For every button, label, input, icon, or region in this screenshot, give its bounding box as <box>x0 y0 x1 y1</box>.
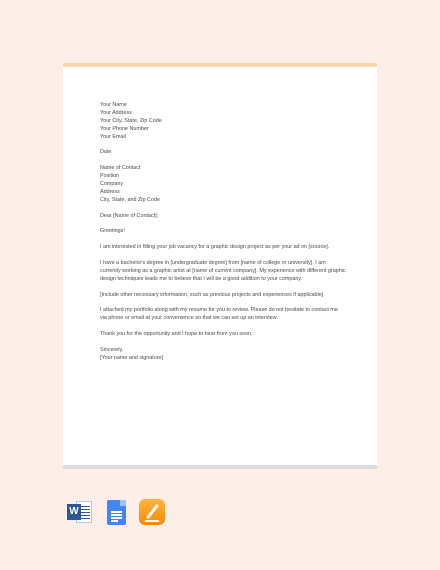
paragraph-line: design techniques leads me to believe that I will be a good addition to your company. <box>100 275 303 282</box>
greeting: Greetings! <box>100 228 125 235</box>
sender-email: Your Email <box>100 133 126 140</box>
sender-block <box>100 102 350 142</box>
paragraph-2 <box>100 260 350 284</box>
letter-date: Date <box>100 149 112 156</box>
docs-page <box>107 500 126 525</box>
format-icons <box>67 499 165 525</box>
paragraph-5 <box>100 331 350 339</box>
recipient-address: Address <box>100 188 120 195</box>
paragraph-line: I attached my portfolio along with my resume for you to review. Please do not hesitate to contact me <box>100 307 338 314</box>
closing: Sincerely, <box>100 346 124 353</box>
paragraph-line: [Include other necessary information, such as previous projects and experiences if applicable] <box>100 291 324 298</box>
google-docs-icon[interactable] <box>103 499 129 525</box>
sender-phone: Your Phone Number <box>100 125 149 132</box>
paragraph-line: currently working as a graphic artist at [name of current company]. My experience with different graphic <box>100 267 346 274</box>
salutation-block <box>100 213 350 221</box>
paragraph-3 <box>100 292 350 300</box>
apple-pages-icon[interactable] <box>139 499 165 525</box>
pages-base <box>145 520 159 522</box>
letter-page <box>63 63 377 467</box>
recipient-company: Company <box>100 181 124 188</box>
paragraph-1 <box>100 244 350 252</box>
recipient-block <box>100 165 350 205</box>
sender-address: Your Address <box>100 109 132 116</box>
paragraph-line: via phone or email at your convenience so that we can set up an interview. <box>100 315 278 322</box>
paragraph-4 <box>100 307 350 323</box>
salutation: Dear [Name of Contact]; <box>100 212 159 219</box>
paragraph-line: I have a bachelor's degree in [undergraduate degree] from [name of college or university]. I am <box>100 260 326 267</box>
signature-placeholder: [Your name and signature] <box>100 354 164 361</box>
sender-name: Your Name <box>100 102 127 108</box>
closing-block <box>100 347 350 363</box>
microsoft-word-icon[interactable] <box>67 499 93 525</box>
recipient-position: Position <box>100 173 120 180</box>
greeting-block <box>100 228 350 236</box>
page-shadow <box>63 465 377 469</box>
recipient-name: Name of Contact <box>100 165 141 172</box>
word-badge: W <box>67 504 81 520</box>
paragraph-line: Thank you for the opportunity and I hope to hear from you soon. <box>100 331 253 338</box>
recipient-city: City, State, and Zip Code <box>100 196 160 203</box>
paragraph-line: I am interested in filling your job vacancy for a graphic design project as per your ad on [source]. <box>100 244 330 251</box>
letter-body <box>100 102 350 371</box>
date-block <box>100 149 350 157</box>
sender-city: Your City, State, Zip Code <box>100 117 162 124</box>
